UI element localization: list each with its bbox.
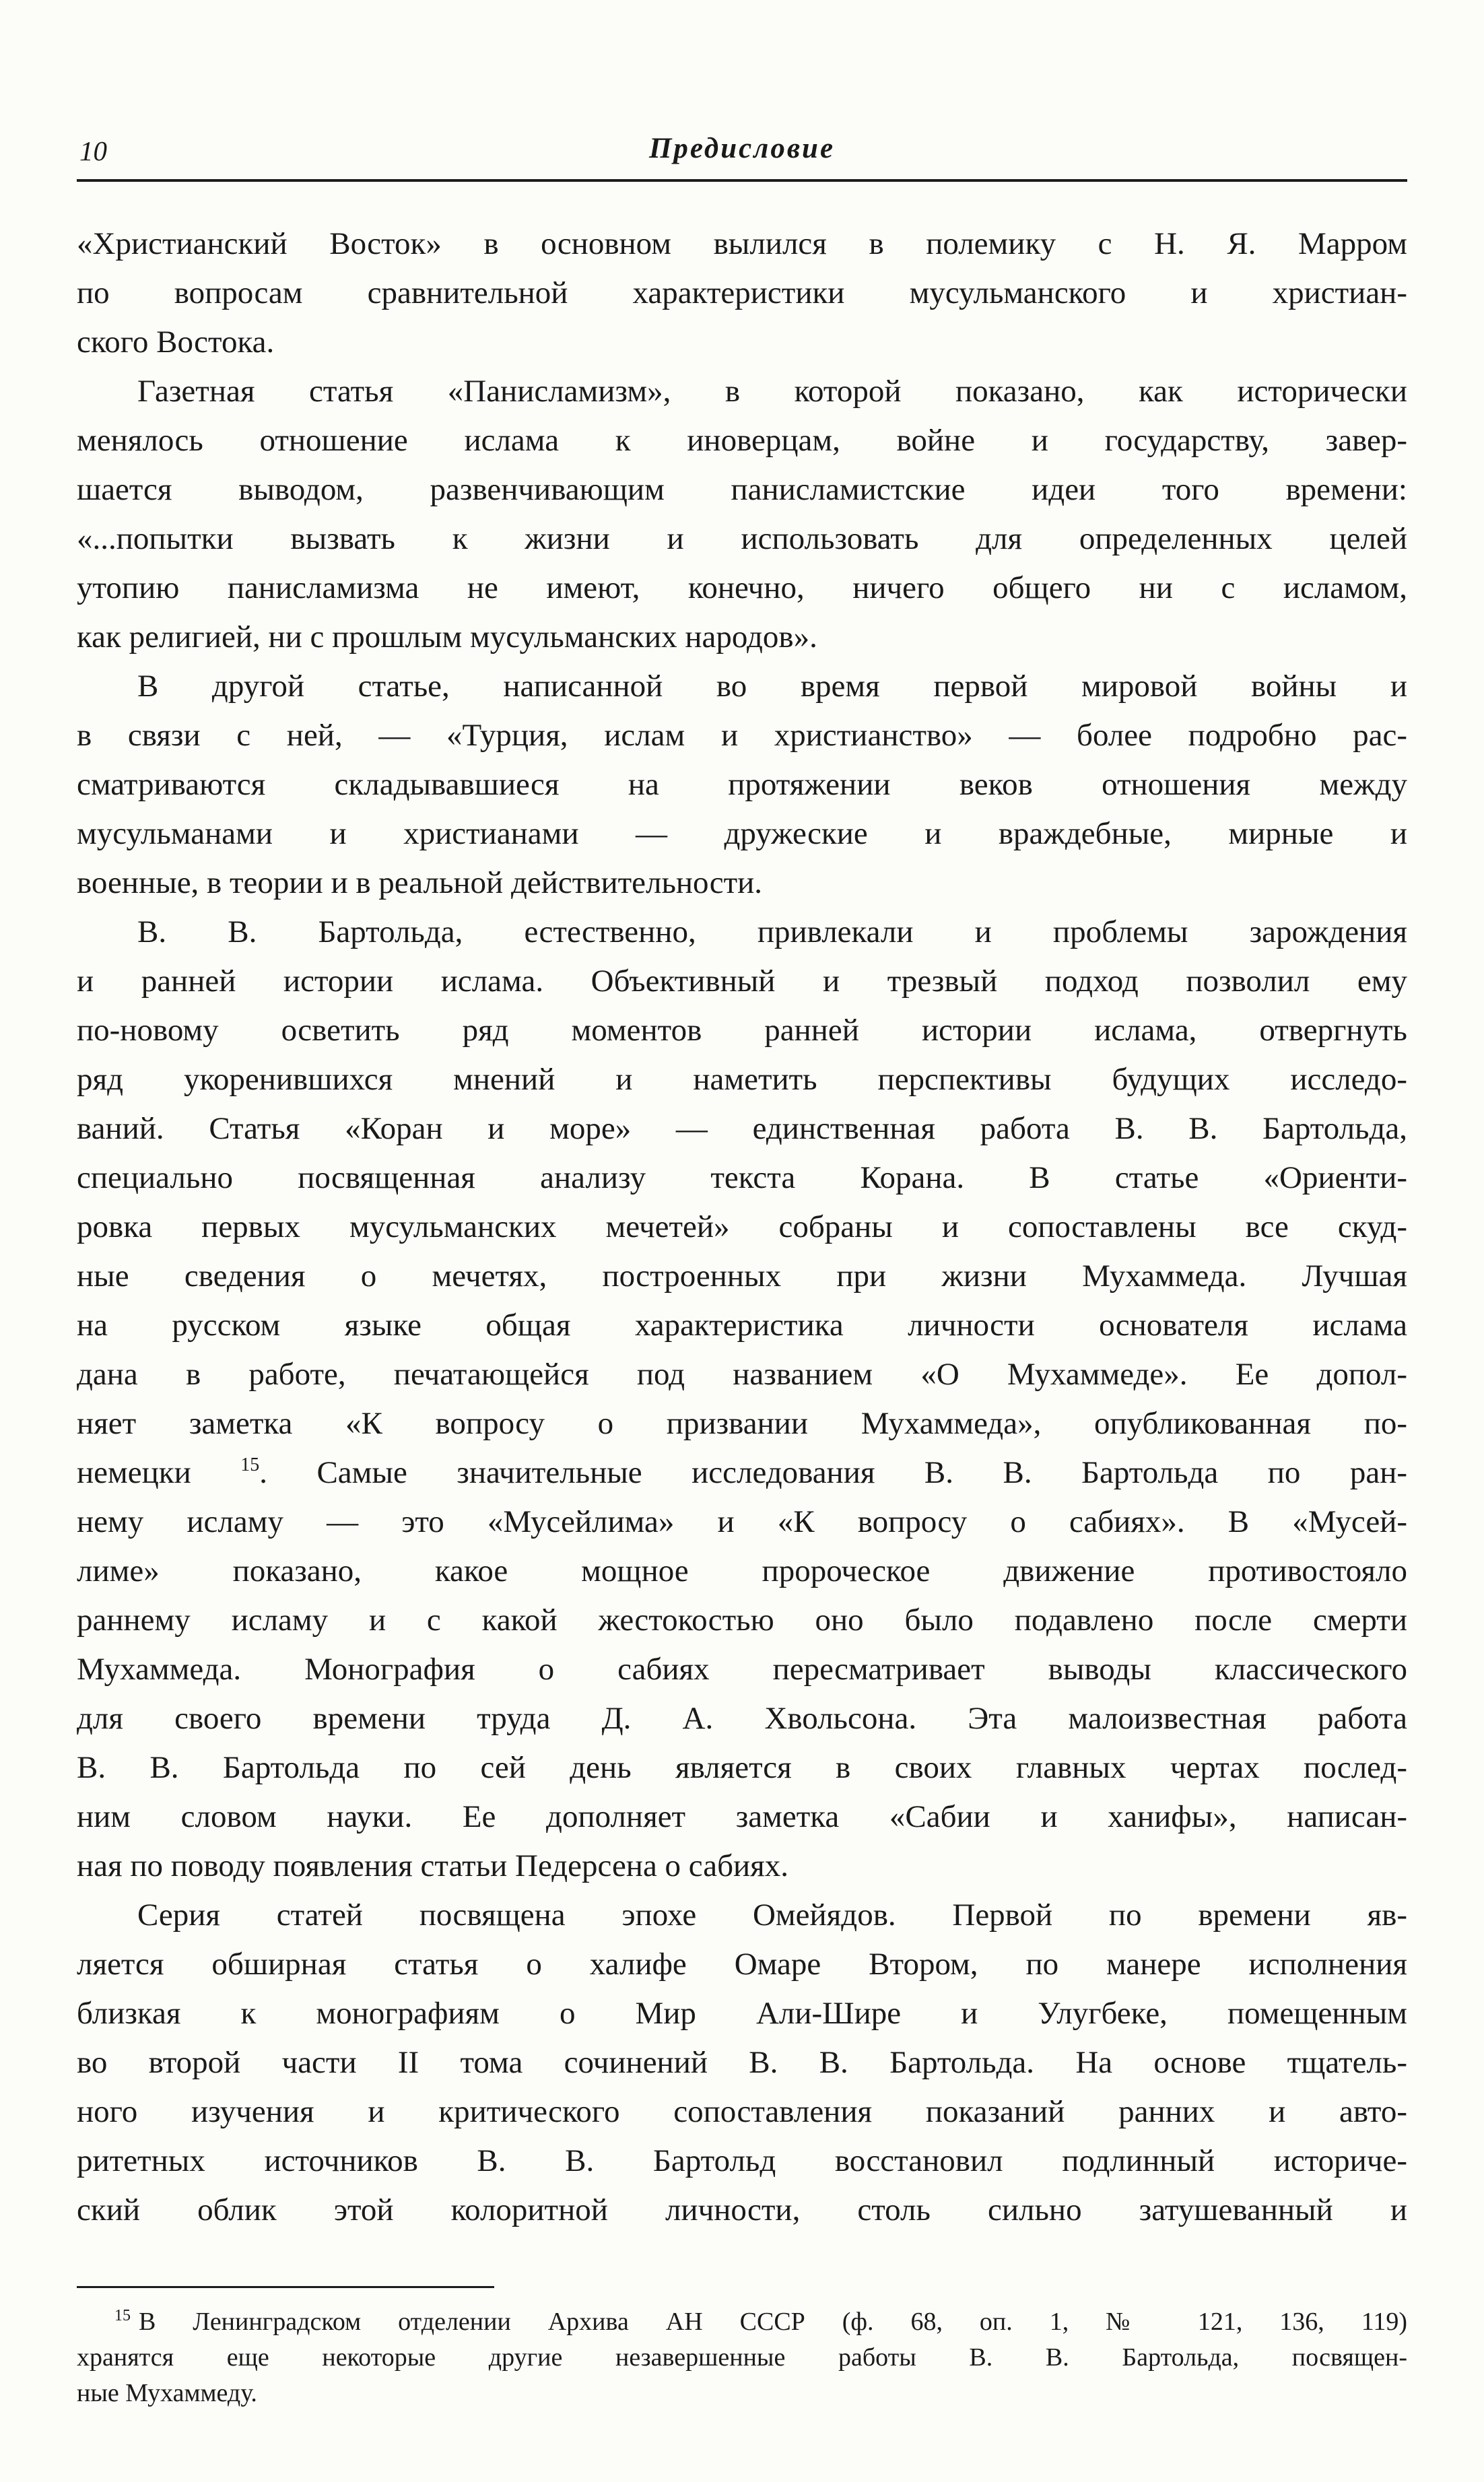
text-line: ного изучения и критического сопоставления показаний ранних и авто- [77, 2094, 1407, 2129]
text-line: близкая к монографиям о Мир Али-Шире и Улугбеке, помещенным [77, 1996, 1407, 2031]
text-line: ряд укоренившихся мнений и наметить перспективы будущих исследо- [77, 1062, 1407, 1097]
footnote-line: хранятся еще некоторые другие незавершенные работы В. В. Бартольда, посвящен- [77, 2343, 1407, 2372]
paragraph-1 [77, 220, 1407, 367]
footnote-separator-rule [77, 2286, 494, 2288]
running-head-title: Предисловие [648, 133, 836, 164]
text-line: утопию панисламизма не имеют, конечно, ничего общего ни с исламом, [77, 570, 1407, 605]
text-line: ритетных источников В. В. Бартольд восстановил подлинный историче- [77, 2143, 1407, 2178]
running-header [77, 132, 1407, 170]
text-line: ровка первых мусульманских мечетей» собраны и сопоставлены все скуд- [77, 1209, 1407, 1244]
text-line: в связи с ней, — «Турция, ислам и христианство» — более подробно рас- [77, 718, 1407, 753]
text-line: мусульманами и христианами — дружеские и враждебные, мирные и [77, 816, 1407, 851]
text-line: по-новому осветить ряд моментов ранней истории ислама, отвергнуть [77, 1013, 1407, 1048]
footnote-marker: 15 [114, 2307, 131, 2324]
text-run: . Самые значительные исследования В. В. Бартольда по ран- [259, 1455, 1407, 1490]
text-line: шается выводом, развенчивающим панисламистские идеи того времени: [77, 472, 1407, 507]
text-line: ная по поводу появления статьи Педерсена о сабиях. [77, 1848, 789, 1883]
text-line: нему исламу — это «Мусейлима» и «К вопросу о сабиях». В «Мусей- [77, 1504, 1407, 1539]
text-line: ский облик этой колоритной личности, столь сильно затушеванный и [77, 2192, 1407, 2227]
paragraph-5 [77, 1891, 1407, 2235]
text-run: В Ленинградском отделении Архива АН СССР (ф. 68, оп. 1, № 121, 136, 119) [139, 2308, 1407, 2336]
text-line: на русском языке общая характеристика личности основателя ислама [77, 1308, 1407, 1343]
page-number: 10 [79, 135, 107, 166]
paragraph-3 [77, 662, 1407, 908]
text-line: по вопросам сравнительной характеристики мусульманского и христиан- [77, 275, 1407, 310]
footnote [77, 2286, 1407, 2411]
text-line: как религией, ни с прошлым мусульманских народов». [77, 619, 817, 655]
text-line: «...попытки вызвать к жизни и использовать для определенных целей [77, 521, 1407, 556]
footnote-text [77, 2304, 1407, 2411]
text-line: для своего времени труда Д. А. Хвольсона. Эта малоизвестная работа [77, 1701, 1407, 1736]
footnote-line [77, 2304, 1407, 2340]
text-line: дана в работе, печатающейся под названием «О Мухаммеде». Ее допол- [77, 1357, 1407, 1392]
text-line: Газетная статья «Панисламизм», в которой показано, как исторически [137, 374, 1407, 409]
header-rule [77, 179, 1407, 182]
text-line: ним словом науки. Ее дополняет заметка «Сабии и ханифы», написан- [77, 1799, 1407, 1834]
paragraph-4 [77, 908, 1407, 1891]
text-line: ные сведения о мечетях, построенных при жизни Мухаммеда. Лучшая [77, 1259, 1407, 1294]
text-line: Мухаммеда. Монография о сабиях пересматривает выводы классического [77, 1652, 1407, 1687]
footnote-line: ные Мухаммеду. [77, 2379, 257, 2407]
text-line: В другой статье, написанной во время первой мировой войны и [137, 669, 1407, 704]
text-line: ского Востока. [77, 325, 275, 360]
text-line: военные, в теории и в реальной действительности. [77, 865, 763, 900]
footnote-reference: 15 [240, 1454, 260, 1475]
text-line: В. В. Бартольда по сей день является в своих главных чертах послед- [77, 1750, 1407, 1785]
text-line: ляется обширная статья о халифе Омаре Втором, по манере исполнения [77, 1947, 1407, 1982]
text-line: няет заметка «К вопросу о призвании Мухаммеда», опубликованная по- [77, 1406, 1407, 1441]
paragraph-2 [77, 367, 1407, 662]
text-line: специально посвященная анализу текста Корана. В статье «Ориенти- [77, 1160, 1407, 1195]
text-line: ваний. Статья «Коран и море» — единственная работа В. В. Бартольда, [77, 1111, 1407, 1146]
text-line-with-footnote-ref [77, 1448, 1407, 1498]
text-line: сматриваются складывавшиеся на протяжении веков отношения между [77, 767, 1407, 802]
text-line: Серия статей посвящена эпохе Омейядов. Первой по времени яв- [137, 1898, 1407, 1933]
text-line: менялось отношение ислама к иноверцам, войне и государству, завер- [77, 423, 1407, 458]
text-line: В. В. Бартольда, естественно, привлекали и проблемы зарождения [137, 914, 1407, 949]
text-line: лиме» показано, какое мощное пророческое движение противостояло [77, 1553, 1407, 1588]
text-line: во второй части II тома сочинений В. В. Бартольда. На основе тщатель- [77, 2045, 1407, 2080]
text-line: раннему исламу и с какой жестокостью оно было подавлено после смерти [77, 1603, 1407, 1638]
text-line: и ранней истории ислама. Объективный и трезвый подход позволил ему [77, 964, 1407, 999]
body-text [77, 220, 1407, 2235]
text-line: «Христианский Восток» в основном вылился в полемику с Н. Я. Марром [77, 226, 1407, 261]
text-run: немецки [77, 1455, 241, 1490]
